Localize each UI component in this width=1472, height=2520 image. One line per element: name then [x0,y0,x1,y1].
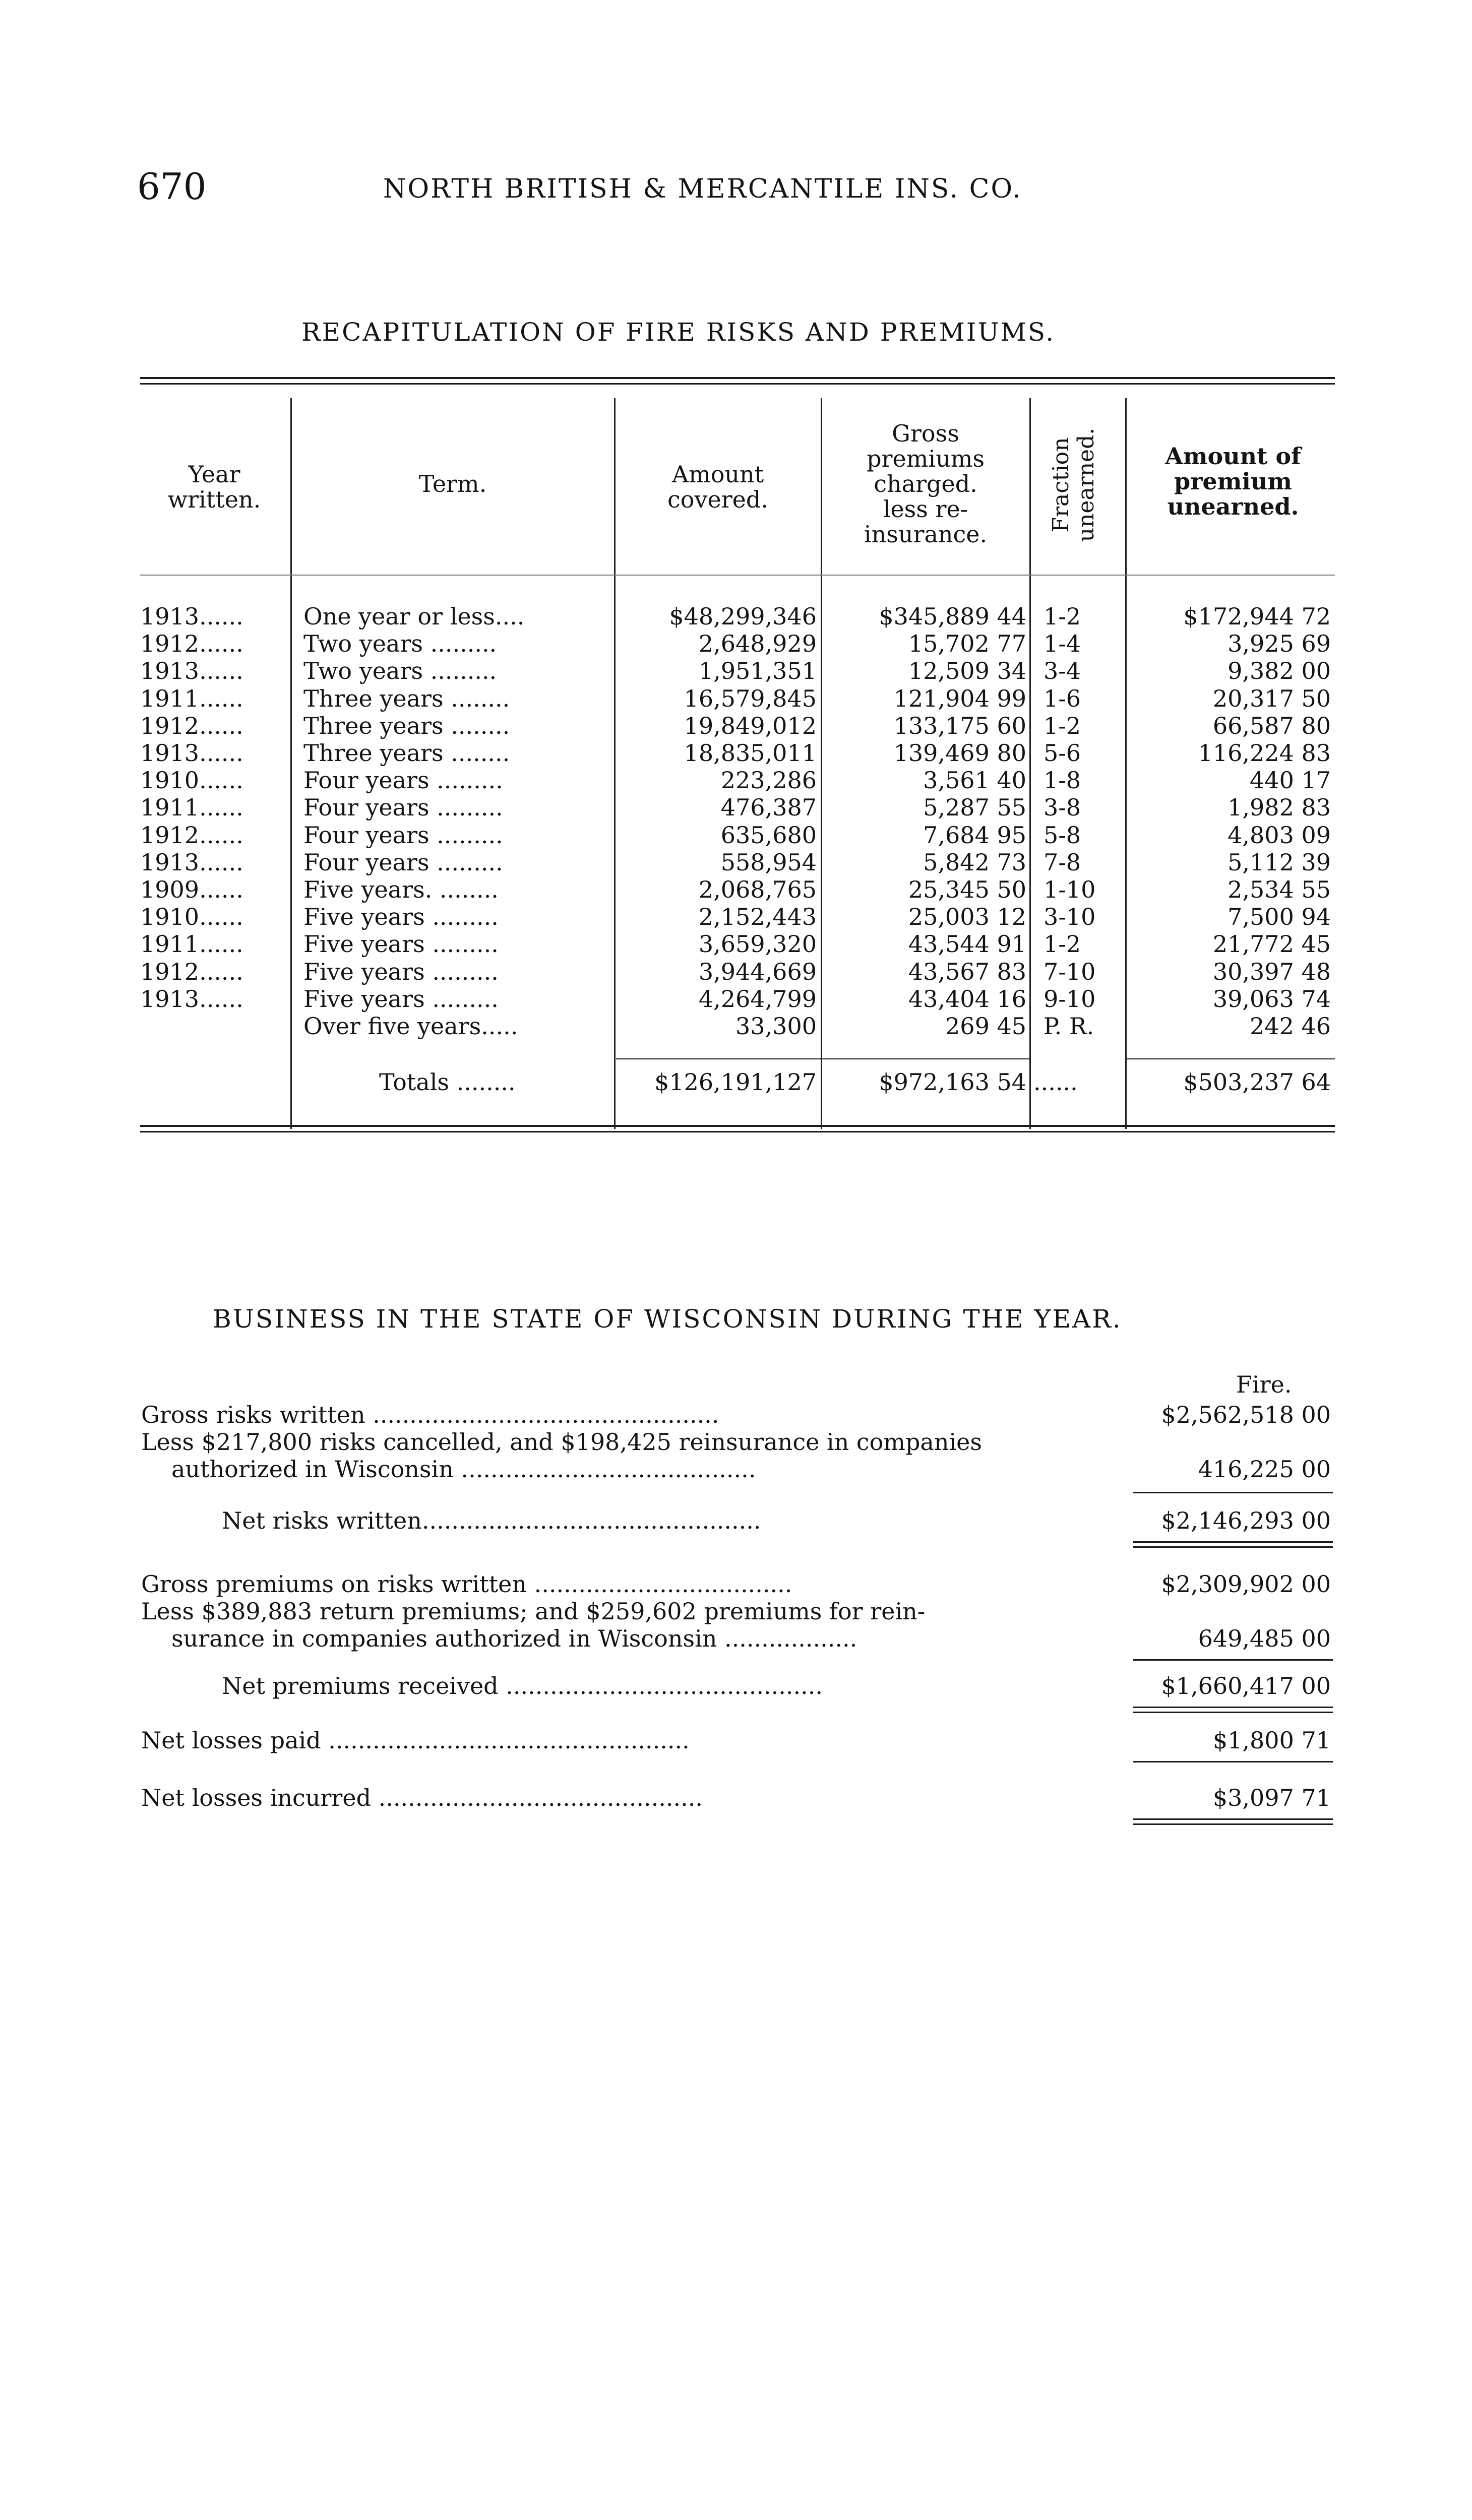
cell-term: Two years ......... [303,630,497,658]
table-row [0,630,1472,657]
cell-amount: 3,659,320 [698,930,817,958]
table-row [0,712,1472,739]
rule-net-premiums [1133,1659,1333,1661]
table-row [0,603,1472,630]
table-row [0,958,1472,985]
rule-net-risks [1133,1492,1333,1493]
cell-term: Three years ........ [303,712,510,739]
less-risks-amount: 416,225 00 [1198,1456,1331,1483]
table-top-rule [140,377,1335,379]
cell-gross: 12,509 34 [908,657,1026,685]
cell-fraction: 1-2 [1044,930,1081,958]
cell-unearned: 39,063 74 [1212,985,1331,1013]
cell-unearned: 1,982 83 [1228,794,1331,822]
table-top-rule-2 [140,383,1335,385]
cell-gross: 121,904 99 [893,684,1026,712]
cell-term: Over five years..... [303,1013,518,1040]
cell-unearned: $172,944 72 [1183,603,1331,630]
cell-gross: 5,287 55 [923,794,1026,822]
totals-unearned: $503,237 64 [1183,1068,1331,1096]
cell-gross: 43,404 16 [908,985,1026,1013]
cell-fraction: 1-6 [1044,684,1081,712]
gross-premiums-label: Gross premiums on risks written ................................... [141,1570,792,1598]
table-row [0,739,1472,767]
less-premiums-amount: 649,485 00 [1198,1625,1331,1652]
cell-gross: 43,567 83 [908,958,1026,985]
totals-rule-amount [616,1058,828,1059]
less-premiums-line1: Less $389,883 return premiums; and $259,602 premiums for rein- [141,1598,926,1625]
cell-year: 1913...... [140,985,243,1013]
totals-gross: $972,163 54 [879,1068,1026,1096]
cell-year: 1913...... [140,848,243,876]
col-head-gross: Gross premiums charged. less re- insurance. [864,420,988,548]
cell-gross: 139,469 80 [893,739,1026,767]
cell-term: Four years ......... [303,821,503,849]
cell-fraction: 1-4 [1044,630,1081,658]
table-bottom-rule-2 [140,1131,1335,1132]
cell-unearned: 2,534 55 [1228,876,1331,903]
business-title: BUSINESS IN THE STATE OF WISCONSIN DURING THE YEAR. [213,1304,1122,1334]
cell-unearned: 20,317 50 [1212,684,1331,712]
cell-amount: 476,387 [720,794,817,822]
cell-fraction: 7-8 [1044,848,1081,876]
cell-amount: 558,954 [720,848,817,876]
cell-gross: 3,561 40 [923,767,1026,794]
cell-unearned: 3,925 69 [1228,630,1331,658]
rule-net-premiums-under-2 [1133,1712,1333,1713]
less-premiums-line2: surance in companies authorized in Wisconsin .................. [171,1625,857,1652]
cell-unearned: 5,112 39 [1228,848,1331,876]
cell-year: 1913...... [140,657,243,685]
table-row [0,685,1472,712]
gross-risks-label: Gross risks written ............................................... [141,1401,719,1428]
cell-amount: 2,152,443 [698,903,817,931]
cell-fraction: 3-4 [1044,657,1081,685]
cell-amount: 18,835,011 [684,739,817,767]
cell-term: Five years ......... [303,930,499,958]
cell-unearned: 66,587 80 [1212,712,1331,739]
rule-net-risks-under-2 [1133,1546,1333,1548]
rule-losses-incurred [1133,1818,1333,1820]
cell-amount: 1,951,351 [698,657,817,685]
cell-gross: 5,842 73 [923,848,1026,876]
table-row [0,876,1472,903]
cell-amount: 4,264,799 [698,985,817,1013]
header-rule [140,575,1335,576]
table-row [0,1013,1472,1040]
losses-paid-label: Net losses paid ................................................. [141,1727,690,1754]
cell-term: One year or less.... [303,603,525,630]
cell-term: Five years ......... [303,985,499,1013]
totals-rule-gross [823,1058,1029,1059]
cell-fraction: 5-6 [1044,739,1081,767]
losses-incurred-amount: $3,097 71 [1212,1784,1331,1811]
cell-year: 1911...... [140,930,243,958]
cell-amount: 223,286 [720,767,817,794]
cell-year: 1911...... [140,684,243,712]
table-row [0,822,1472,849]
cell-term: Two years ......... [303,657,497,685]
cell-year: 1911...... [140,794,243,822]
cell-fraction: 3-8 [1044,794,1081,822]
cell-amount: 16,579,845 [684,684,817,712]
cell-term: Four years ......... [303,848,503,876]
totals-amount: $126,191,127 [654,1068,817,1096]
losses-paid-amount: $1,800 71 [1212,1727,1331,1754]
rule-losses-incurred-2 [1133,1823,1333,1825]
less-risks-line2: authorized in Wisconsin ........................................ [171,1456,756,1483]
cell-gross: 269 45 [945,1013,1026,1040]
cell-unearned: 9,382 00 [1228,657,1331,685]
cell-year: 1912...... [140,958,243,985]
col-head-unearned: Amount of premium unearned. [1165,443,1301,520]
table-bottom-rule [140,1125,1335,1127]
col-head-term: Term. [418,470,487,497]
cell-fraction: 9-10 [1044,985,1096,1013]
totals-fraction: ...... [1033,1068,1078,1096]
table-row [0,794,1472,821]
cell-term: Three years ........ [303,684,510,712]
totals-row [0,1068,1472,1096]
cell-amount: $48,299,346 [669,603,817,630]
table-row [0,767,1472,794]
rule-net-premiums-under [1133,1707,1333,1708]
fire-column-head: Fire. [1236,1371,1292,1398]
cell-unearned: 21,772 45 [1212,930,1331,958]
cell-gross: 133,175 60 [893,712,1026,739]
cell-fraction: 7-10 [1044,958,1096,985]
table-row [0,930,1472,958]
cell-unearned: 116,224 83 [1198,739,1331,767]
recap-title: RECAPITULATION OF FIRE RISKS AND PREMIUMS. [301,318,1056,347]
rule-net-risks-under [1133,1541,1333,1543]
cell-term: Four years ......... [303,794,503,822]
cell-amount: 19,849,012 [684,712,817,739]
cell-unearned: 30,397 48 [1212,958,1331,985]
cell-gross: 25,003 12 [908,903,1026,931]
table-row [0,903,1472,930]
cell-amount: 635,680 [720,821,817,849]
net-premiums-amount: $1,660,417 00 [1161,1672,1331,1699]
cell-term: Five years ......... [303,903,499,931]
cell-term: Three years ........ [303,739,510,767]
cell-fraction: 1-10 [1044,876,1096,903]
cell-unearned: 440 17 [1250,767,1331,794]
totals-label: Totals ........ [379,1068,516,1096]
col-head-amount: Amount covered. [667,461,768,513]
cell-year: 1912...... [140,630,243,658]
less-risks-line1: Less $217,800 risks cancelled, and $198,425 reinsurance in companies [141,1428,982,1456]
cell-fraction: 1-2 [1044,712,1081,739]
cell-year: 1913...... [140,603,243,630]
cell-term: Five years. ........ [303,876,499,903]
cell-fraction: 5-8 [1044,821,1081,849]
cell-gross: 25,345 50 [908,876,1026,903]
table-row [0,985,1472,1013]
cell-gross: $345,889 44 [879,603,1026,630]
col-head-fraction: Fraction unearned. [1048,427,1099,542]
gross-premiums-amount: $2,309,902 00 [1161,1570,1331,1598]
cell-year: 1912...... [140,821,243,849]
cell-gross: 7,684 95 [923,821,1026,849]
page-number: 670 [137,165,207,208]
net-risks-label: Net risks written.............................................. [222,1507,761,1534]
cell-amount: 33,300 [735,1013,817,1040]
losses-incurred-label: Net losses incurred ............................................ [141,1784,703,1811]
cell-unearned: 4,803 09 [1228,821,1331,849]
cell-fraction: 3-10 [1044,903,1096,931]
cell-year: 1910...... [140,767,243,794]
gross-risks-amount: $2,562,518 00 [1161,1401,1331,1428]
cell-unearned: 7,500 94 [1228,903,1331,931]
cell-fraction: 1-2 [1044,603,1081,630]
cell-amount: 2,068,765 [698,876,817,903]
cell-year: 1913...... [140,739,243,767]
cell-amount: 3,944,669 [698,958,817,985]
net-risks-amount: $2,146,293 00 [1161,1507,1331,1534]
col-head-year: Year written. [167,461,261,513]
cell-year: 1912...... [140,712,243,739]
cell-term: Five years ......... [303,958,499,985]
table-row [0,849,1472,876]
rule-losses-paid [1133,1761,1333,1762]
cell-fraction: P. R. [1044,1013,1094,1040]
running-title: NORTH BRITISH & MERCANTILE INS. CO. [383,174,1022,204]
totals-rule-unearned [1127,1058,1335,1059]
cell-unearned: 242 46 [1250,1013,1331,1040]
cell-gross: 43,544 91 [908,930,1026,958]
cell-term: Four years ......... [303,767,503,794]
cell-fraction: 1-8 [1044,767,1081,794]
cell-year: 1910...... [140,903,243,931]
cell-amount: 2,648,929 [698,630,817,658]
cell-gross: 15,702 77 [908,630,1026,658]
cell-year: 1909...... [140,876,243,903]
net-premiums-label: Net premiums received ........................................... [222,1672,823,1699]
table-row [0,657,1472,684]
